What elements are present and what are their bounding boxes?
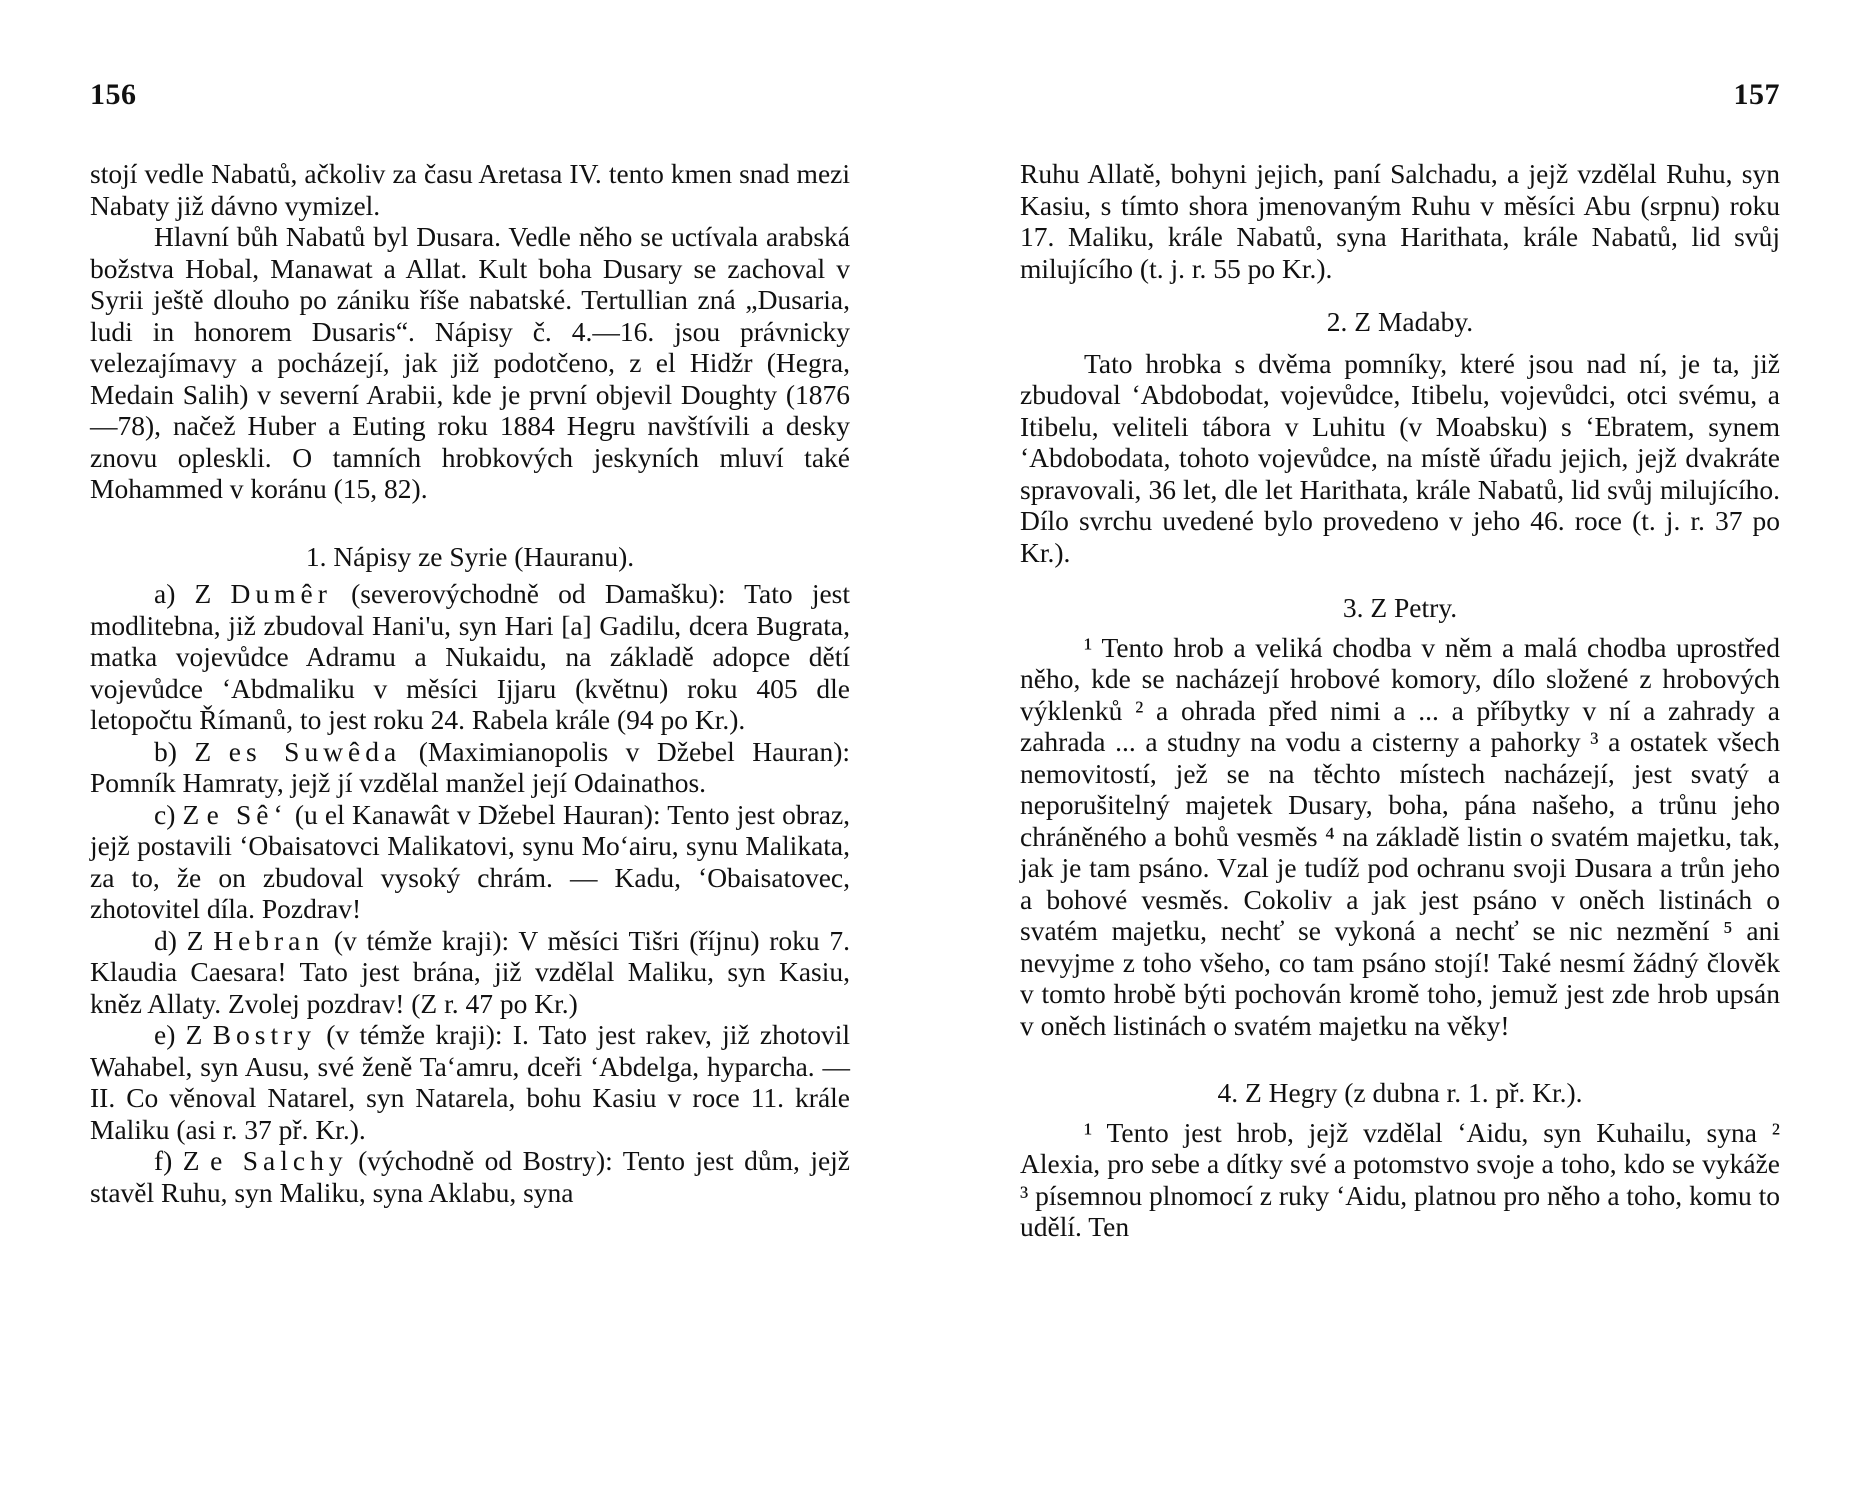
paragraph: Hlavní bůh Nabatů byl Dusara. Vedle něho se uctívala arabská božstva Hobal, Manawat a Allat. Kult boha Dusary se zachoval v Syrii ještě dlouho po zániku říše nabatské. Tertullian zná „Dusaria, ludi in honorem Dusaris“. Nápisy č. 4.—16. jsou právnicky velezajímavy a pocházejí, jak již podotčeno, z el Hidžr (Hegra, Medain Salih) v severní Arabii, kde je první objevil Doughty (1876—78), načež Huber a Euting roku 1884 Hegru navštívili a desky znovu opleskli. O tamních hrobkových jeskyních mluví také Mohammed v koránu (15, 82). <box>90 221 850 504</box>
paragraph: stojí vedle Nabatů, ačkoliv za času Aretasa IV. tento kmen snad mezi Nabaty již dávno vymizel. <box>90 158 850 221</box>
inscription-entry: c) Z e Sê‘ (u el Kanawât v Džebel Hauran): Tento jest obraz, jejž postavili ‘Obaisatovci Malikatovi, synu Mo‘airu, synu Malikata, za to, že on zbudoval vysoký chrám. — Kadu, ‘Obaisatovec, zhotovitel díla. Pozdrav! <box>90 798 851 924</box>
page-number: 157 <box>1733 78 1780 111</box>
left-page-body <box>90 158 850 1208</box>
section-heading: 4. Z Hegry (z dubna r. 1. př. Kr.). <box>1217 1077 1583 1108</box>
section-heading: 1. Nápisy ze Syrie (Hauranu). <box>305 540 635 572</box>
inscription-entry: f) Z e Salchy (východně od Bostry): Tento jest dům, jejž stavěl Ruhu, syn Maliku, syna Aklabu, syna <box>90 1145 851 1208</box>
place-name: Bostry <box>212 1019 317 1050</box>
place-name: es Suwêda <box>228 735 402 767</box>
place-name: Dumêr <box>230 578 332 609</box>
section-heading: 2. Z Madaby. <box>1326 306 1474 337</box>
place-name: Hebran <box>213 924 325 956</box>
paragraph: Tato hrobka s dvěma pomníky, které jsou nad ní, je ta, již zbudoval ‘Abdobodat, vojevůdce, Itibelu, vojevůdci, otci svému, a Itibelu, veliteli tábora v Luhitu (v Moabsku) s ‘Ebratem, synem ‘Abdobodata, tohoto vojevůdce, na místě úřadu jejich, jejž dvakráte spravovali, 36 let, dle let Harithata, krále Nabatů, lid svůj milujícího. Dílo svrchu uvedené bylo provedeno v jeho 46. roce (t. j. r. 37 po Kr.). <box>1020 347 1780 568</box>
right-page-body <box>1020 158 1780 1243</box>
place-name: e Sê‘ <box>206 798 288 830</box>
paragraph: ¹ Tento hrob a veliká chodba v něm a malá chodba uprostřed něho, kde se nacházejí hrobové komory, dílo složené z hrobových výklenků ² a ohrada před nimi a ... a příbytky v ní a zahrady a zahrada ... a studny na vodu a cisterny a pahorky ³ a ostatek všech nemovitostí, jež se na těchto místech nacházejí, jest svatý a neporušitelný majetek Dusary, boha, pána našeho, a trůnu jeho chráněného a bohů vesměs ⁴ na základě listin o svatém majetku, tak, jak je tam psáno. Vzal je tudíž pod ochranu svoji Dusara a trůn jeho a bohové vesměs. Cokoliv a jak jest psáno v oněch listinách o svatém majetku, nechť se vykoná a nechť se nic nezmění ⁵ ani nevyjme z toho všeho, co tam psáno stojí! Také nesmí žádný člověk v tomto hrobě býti pochován kromě toho, jemuž jest zde hrob upsán v oněch listinách o svatém majetku na věky! <box>1020 631 1780 1041</box>
inscription-entry: d) Z Hebran (v témže kraji): V měsíci Tišri (říjnu) roku 7. Klaudia Caesara! Tato jest brána, již vzdělal Maliku, syn Kasiu, kněz Allaty. Zvolej pozdrav! (Z r. 47 po Kr.) <box>90 924 850 1019</box>
inscription-entry: a) Z Dumêr (severovýchodně od Damašku): Tato jest modlitebna, již zbudoval Hani'u, syn Hari [a] Gadilu, dcera Bugrata, matka vojevůdce Adramu a Nukaidu, na základě adopce dětí vojevůdce ‘Abdmaliku v měsíci Ijjaru (květnu) roku 405 dle letopočtu Římanů, to jest roku 24. Rabela krále (94 po Kr.). <box>90 578 851 735</box>
inscription-entry: e) Z Bostry (v témže kraji): I. Tato jest rakev, již zhotovil Wahabel, syn Ausu, své ženě Ta‘amru, dceři ‘Abdelga, hyparcha. — II. Co věnoval Natarel, syn Natarela, bohu Kasiu v roce 11. krále Maliku (asi r. 37 př. Kr.). <box>90 1019 851 1145</box>
section-heading: 3. Z Petry. <box>1342 592 1458 623</box>
place-name: e Salchy <box>210 1145 348 1176</box>
inscription-entry: b) Z es Suwêda (Maximianopolis v Džebel Hauran): Pomník Hamraty, jejž jí vzdělal manžel její Odainathos. <box>90 735 851 798</box>
paragraph: ¹ Tento jest hrob, jejž vzdělal ‘Aidu, syn Kuhailu, syna ² Alexia, pro sebe a dítky své a potomstvo svoje a toho, kdo se vykáže ³ písemnou plnomocí z ruky ‘Aidu, platnou pro něho a toho, komu to udělí. Ten <box>1020 1116 1780 1242</box>
paragraph: Ruhu Allatě, bohyni jejich, paní Salchadu, a jejž vzdělal Ruhu, syn Kasiu, s tímto shora jmenovaným Ruhu v měsíci Abu (srpnu) roku 17. Maliku, krále Nabatů, syna Harithata, krále Nabatů, lid svůj milujícího (t. j. r. 55 po Kr.). <box>1020 158 1780 284</box>
page-number: 156 <box>90 78 137 111</box>
